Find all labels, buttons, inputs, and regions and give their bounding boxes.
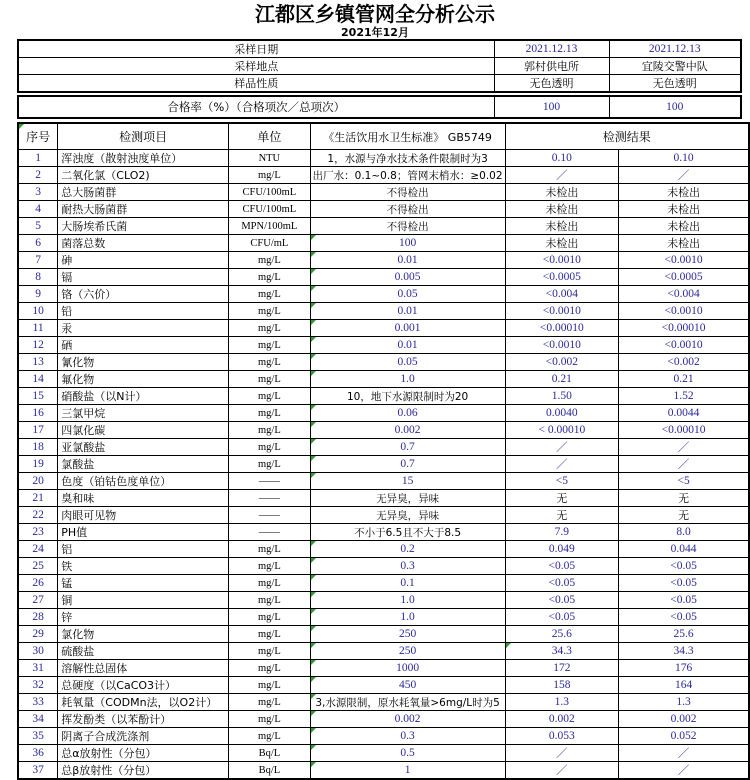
test-item: 镉 — [58, 269, 229, 286]
row-number: 4 — [18, 201, 58, 218]
result-value-2: ／ — [619, 167, 749, 184]
test-item: 锌 — [58, 609, 229, 626]
test-item: 大肠埃希氏菌 — [58, 218, 229, 235]
table-row — [18, 456, 749, 473]
unit-value: Bq/L — [229, 745, 311, 762]
row-number: 33 — [18, 694, 58, 711]
unit-value: mg/L — [229, 456, 311, 473]
table-row — [18, 507, 749, 524]
result-value-2: <0.004 — [619, 286, 749, 303]
row-number: 5 — [18, 218, 58, 235]
pass-rate-1: 100 — [494, 96, 609, 118]
row-number: 26 — [18, 575, 58, 592]
unit-value: mg/L — [229, 575, 311, 592]
result-value-2: <0.0010 — [619, 252, 749, 269]
result-value-1: 未检出 — [505, 218, 619, 235]
table-row — [18, 201, 749, 218]
table-row — [18, 728, 749, 745]
result-value-1: 0.10 — [505, 150, 619, 167]
test-item: 锰 — [58, 575, 229, 592]
table-row — [18, 286, 749, 303]
result-value-1: <0.05 — [505, 592, 619, 609]
test-item: 总α放射性（分包） — [58, 745, 229, 762]
row-number: 29 — [18, 626, 58, 643]
result-value-1: ／ — [505, 439, 619, 456]
result-value-1: ／ — [505, 762, 619, 780]
table-row — [18, 405, 749, 422]
test-item: 臭和味 — [58, 490, 229, 507]
result-value-2: 25.6 — [619, 626, 749, 643]
table-row — [18, 235, 749, 252]
result-value-1: 1.3 — [505, 694, 619, 711]
standard-value: 无异臭，异味 — [310, 490, 505, 507]
unit-value: —— — [229, 524, 311, 541]
unit-value: mg/L — [229, 269, 311, 286]
sample-info-table — [17, 39, 742, 93]
result-value-1: 无 — [505, 490, 619, 507]
test-item: 三氯甲烷 — [58, 405, 229, 422]
test-item: 砷 — [58, 252, 229, 269]
result-value-1: <0.05 — [505, 558, 619, 575]
table-row — [18, 320, 749, 337]
result-value-1: 0.0040 — [505, 405, 619, 422]
standard-value: 3,水源限制，原水耗氧量>6mg/L时为5 — [310, 694, 505, 711]
column-header-item: 检测项目 — [58, 123, 229, 150]
test-item: 总大肠菌群 — [58, 184, 229, 201]
row-number: 30 — [18, 643, 58, 660]
unit-value: mg/L — [229, 167, 311, 184]
table-row — [18, 558, 749, 575]
result-value-2: <0.00010 — [619, 422, 749, 439]
result-value-1: < 0.00010 — [505, 422, 619, 439]
standard-value: 1.0 — [310, 609, 505, 626]
standard-value: 15 — [310, 473, 505, 490]
result-value-2: 164 — [619, 677, 749, 694]
standard-value: 10，地下水源限制时为20 — [310, 388, 505, 405]
result-value-2: 0.21 — [619, 371, 749, 388]
result-value-2: 0.052 — [619, 728, 749, 745]
table-row — [18, 677, 749, 694]
standard-value: 0.2 — [310, 541, 505, 558]
result-value-2: ／ — [619, 456, 749, 473]
row-number: 20 — [18, 473, 58, 490]
row-number: 25 — [18, 558, 58, 575]
result-value-1: 158 — [505, 677, 619, 694]
row-number: 18 — [18, 439, 58, 456]
result-value-1: <0.05 — [505, 609, 619, 626]
result-value-2: 未检出 — [619, 235, 749, 252]
table-row — [18, 592, 749, 609]
test-item: 四氯化碳 — [58, 422, 229, 439]
results-table — [17, 122, 750, 780]
table-row — [18, 388, 749, 405]
unit-value: mg/L — [229, 609, 311, 626]
unit-value: mg/L — [229, 439, 311, 456]
result-value-1: <0.0010 — [505, 303, 619, 320]
standard-value: 1.0 — [310, 592, 505, 609]
result-value-2: <0.05 — [619, 575, 749, 592]
table-row — [18, 422, 749, 439]
test-item: 铅 — [58, 303, 229, 320]
standard-value: 1，水源与净水技术条件限制时为3 — [310, 150, 505, 167]
test-item: 铬（六价） — [58, 286, 229, 303]
standard-value: 250 — [310, 643, 505, 660]
test-item: 耗氧量（CODMn法，以O2计） — [58, 694, 229, 711]
test-item: 二氧化氯（CLO2) — [58, 167, 229, 184]
result-value-2: <0.0010 — [619, 303, 749, 320]
test-item: 氯酸盐 — [58, 456, 229, 473]
result-value-2: 未检出 — [619, 201, 749, 218]
row-number: 31 — [18, 660, 58, 677]
test-item: 总硬度（以CaCO3计） — [58, 677, 229, 694]
unit-value: mg/L — [229, 660, 311, 677]
unit-value: —— — [229, 490, 311, 507]
page-title: 江都区乡镇管网全分析公示 — [255, 2, 495, 26]
row-number: 28 — [18, 609, 58, 626]
unit-value: CFU/mL — [229, 235, 311, 252]
standard-value: 0.005 — [310, 269, 505, 286]
standard-value: 1.0 — [310, 371, 505, 388]
table-row — [18, 626, 749, 643]
result-value-1: <0.05 — [505, 575, 619, 592]
table-row — [18, 96, 741, 118]
test-item: PH值 — [58, 524, 229, 541]
standard-value: 1 — [310, 762, 505, 780]
result-value-1: 0.053 — [505, 728, 619, 745]
standard-value: 0.7 — [310, 456, 505, 473]
standard-value: 出厂水：0.1~0.8；管网末梢水：≥0.02 — [310, 167, 505, 184]
unit-value: mg/L — [229, 541, 311, 558]
table-header-row — [18, 123, 749, 150]
column-header-standard: 《生活饮用水卫生标准》 GB5749 — [310, 123, 505, 150]
result-value-1: <5 — [505, 473, 619, 490]
result-value-2: 0.0044 — [619, 405, 749, 422]
column-header-result: 检测结果 — [505, 123, 749, 150]
table-row — [18, 575, 749, 592]
unit-value: mg/L — [229, 337, 311, 354]
pass-rate-label: 合格率（%）（合格项次／总项次） — [18, 96, 494, 118]
row-number: 3 — [18, 184, 58, 201]
result-value-1: <0.002 — [505, 354, 619, 371]
unit-value: mg/L — [229, 626, 311, 643]
info-label-sampling-location: 采样地点 — [18, 58, 494, 75]
unit-value: NTU — [229, 150, 311, 167]
result-value-1: 172 — [505, 660, 619, 677]
standard-value: 不小于6.5且不大于8.5 — [310, 524, 505, 541]
row-number: 13 — [18, 354, 58, 371]
row-number: 8 — [18, 269, 58, 286]
test-item: 铝 — [58, 541, 229, 558]
result-value-1: 未检出 — [505, 235, 619, 252]
result-value-1: ／ — [505, 167, 619, 184]
test-item: 氯化物 — [58, 626, 229, 643]
result-value-1: <0.0010 — [505, 337, 619, 354]
result-value-1: 25.6 — [505, 626, 619, 643]
unit-value: mg/L — [229, 711, 311, 728]
test-item: 硝酸盐（以N计） — [58, 388, 229, 405]
unit-value: MPN/100mL — [229, 218, 311, 235]
result-value-2: 无 — [619, 490, 749, 507]
row-number: 14 — [18, 371, 58, 388]
standard-value: 0.1 — [310, 575, 505, 592]
result-value-2: <0.002 — [619, 354, 749, 371]
info-label-sampling-date: 采样日期 — [18, 40, 494, 58]
result-value-1: <0.00010 — [505, 320, 619, 337]
row-number: 24 — [18, 541, 58, 558]
standard-value: 0.001 — [310, 320, 505, 337]
table-row — [18, 439, 749, 456]
result-value-2: ／ — [619, 439, 749, 456]
table-row — [18, 40, 741, 58]
column-header-unit: 单位 — [229, 123, 311, 150]
unit-value: mg/L — [229, 303, 311, 320]
table-row — [18, 167, 749, 184]
unit-value: mg/L — [229, 592, 311, 609]
result-value-2: <0.05 — [619, 609, 749, 626]
result-value-1: 无 — [505, 507, 619, 524]
row-number: 36 — [18, 745, 58, 762]
result-value-1: ／ — [505, 456, 619, 473]
table-row — [18, 150, 749, 167]
row-number: 16 — [18, 405, 58, 422]
result-value-1: <0.0005 — [505, 269, 619, 286]
table-row — [18, 762, 749, 780]
result-value-2: <0.00010 — [619, 320, 749, 337]
table-row — [18, 184, 749, 201]
test-item: 硒 — [58, 337, 229, 354]
table-row — [18, 354, 749, 371]
test-item: 氰化物 — [58, 354, 229, 371]
unit-value: mg/L — [229, 354, 311, 371]
table-row — [18, 269, 749, 286]
test-item: 氟化物 — [58, 371, 229, 388]
standard-value: 0.002 — [310, 711, 505, 728]
test-item: 耐热大肠菌群 — [58, 201, 229, 218]
result-value-2: 无 — [619, 507, 749, 524]
row-number: 7 — [18, 252, 58, 269]
table-row — [18, 58, 741, 75]
row-number: 1 — [18, 150, 58, 167]
result-value-2: 未检出 — [619, 184, 749, 201]
table-row — [18, 75, 741, 93]
result-value-2: 1.52 — [619, 388, 749, 405]
table-row — [18, 303, 749, 320]
result-value-1: 0.002 — [505, 711, 619, 728]
result-value-1: <0.0010 — [505, 252, 619, 269]
unit-value: Bq/L — [229, 762, 311, 780]
unit-value: mg/L — [229, 643, 311, 660]
unit-value: CFU/100mL — [229, 184, 311, 201]
standard-value: 0.05 — [310, 286, 505, 303]
test-item: 汞 — [58, 320, 229, 337]
row-number: 37 — [18, 762, 58, 780]
result-value-2: <5 — [619, 473, 749, 490]
result-value-1: 7.9 — [505, 524, 619, 541]
row-number: 27 — [18, 592, 58, 609]
test-item: 铁 — [58, 558, 229, 575]
row-number: 19 — [18, 456, 58, 473]
standard-value: 0.01 — [310, 303, 505, 320]
result-value-2: ／ — [619, 762, 749, 780]
unit-value: mg/L — [229, 558, 311, 575]
result-value-2: ／ — [619, 745, 749, 762]
row-number: 35 — [18, 728, 58, 745]
table-row — [18, 711, 749, 728]
standard-value: 0.5 — [310, 745, 505, 762]
result-value-1: 未检出 — [505, 201, 619, 218]
standard-value: 0.7 — [310, 439, 505, 456]
test-item: 菌落总数 — [58, 235, 229, 252]
unit-value: mg/L — [229, 286, 311, 303]
result-value-1: <0.004 — [505, 286, 619, 303]
table-row — [18, 694, 749, 711]
unit-value: mg/L — [229, 388, 311, 405]
table-row — [18, 371, 749, 388]
standard-value: 0.06 — [310, 405, 505, 422]
standard-value: 0.002 — [310, 422, 505, 439]
table-row — [18, 218, 749, 235]
test-item: 铜 — [58, 592, 229, 609]
table-row — [18, 490, 749, 507]
table-row — [18, 541, 749, 558]
result-value-1: 0.21 — [505, 371, 619, 388]
table-row — [18, 252, 749, 269]
row-number: 21 — [18, 490, 58, 507]
table-row — [18, 643, 749, 660]
sampling-date-2: 2021.12.13 — [609, 40, 741, 58]
result-value-2: 0.10 — [619, 150, 749, 167]
sample-nature-1: 无色透明 — [494, 75, 609, 93]
unit-value: mg/L — [229, 320, 311, 337]
standard-value: 不得检出 — [310, 184, 505, 201]
unit-value: mg/L — [229, 422, 311, 439]
unit-value: mg/L — [229, 252, 311, 269]
sampling-location-2: 宜陵交警中队 — [609, 58, 741, 75]
row-number: 22 — [18, 507, 58, 524]
standard-value: 1000 — [310, 660, 505, 677]
test-item: 阴离子合成洗涤剂 — [58, 728, 229, 745]
test-item: 肉眼可见物 — [58, 507, 229, 524]
unit-value: —— — [229, 473, 311, 490]
results-table-body — [18, 150, 749, 780]
row-number: 15 — [18, 388, 58, 405]
result-value-2: <0.05 — [619, 558, 749, 575]
result-value-2: 1.3 — [619, 694, 749, 711]
result-value-1: ／ — [505, 745, 619, 762]
table-row — [18, 473, 749, 490]
row-number: 32 — [18, 677, 58, 694]
page-subtitle: 2021年12月 — [341, 26, 409, 39]
row-number: 10 — [18, 303, 58, 320]
result-value-1: 34.3 — [505, 643, 619, 660]
unit-value: CFU/100mL — [229, 201, 311, 218]
table-row — [18, 660, 749, 677]
column-header-no: 序号 — [18, 123, 58, 150]
standard-value: 不得检出 — [310, 218, 505, 235]
standard-value: 不得检出 — [310, 201, 505, 218]
unit-value: mg/L — [229, 677, 311, 694]
row-number: 23 — [18, 524, 58, 541]
result-value-2: 0.044 — [619, 541, 749, 558]
unit-value: mg/L — [229, 694, 311, 711]
info-label-sample-nature: 样品性质 — [18, 75, 494, 93]
test-item: 浑浊度（散射浊度单位） — [58, 150, 229, 167]
row-number: 6 — [18, 235, 58, 252]
row-number: 11 — [18, 320, 58, 337]
result-value-2: 176 — [619, 660, 749, 677]
result-value-1: 0.049 — [505, 541, 619, 558]
table-row — [18, 524, 749, 541]
result-value-2: <0.0010 — [619, 337, 749, 354]
table-row — [18, 745, 749, 762]
result-value-2: 0.002 — [619, 711, 749, 728]
row-number: 12 — [18, 337, 58, 354]
row-number: 34 — [18, 711, 58, 728]
unit-value: —— — [229, 507, 311, 524]
unit-value: mg/L — [229, 371, 311, 388]
test-item: 溶解性总固体 — [58, 660, 229, 677]
test-item: 总β放射性（分包） — [58, 762, 229, 780]
standard-value: 0.3 — [310, 558, 505, 575]
sample-nature-2: 无色透明 — [609, 75, 741, 93]
test-item: 挥发酚类（以苯酚计） — [58, 711, 229, 728]
unit-value: mg/L — [229, 405, 311, 422]
standard-value: 无异臭，异味 — [310, 507, 505, 524]
result-value-2: <0.05 — [619, 592, 749, 609]
test-item: 硫酸盐 — [58, 643, 229, 660]
row-number: 9 — [18, 286, 58, 303]
result-value-2: <0.0005 — [619, 269, 749, 286]
row-number: 17 — [18, 422, 58, 439]
table-row — [18, 337, 749, 354]
standard-value: 250 — [310, 626, 505, 643]
result-value-2: 未检出 — [619, 218, 749, 235]
standard-value: 100 — [310, 235, 505, 252]
sampling-date-1: 2021.12.13 — [494, 40, 609, 58]
test-item: 亚氯酸盐 — [58, 439, 229, 456]
pass-rate-table — [17, 95, 742, 119]
unit-value: mg/L — [229, 728, 311, 745]
pass-rate-2: 100 — [609, 96, 741, 118]
result-value-2: 34.3 — [619, 643, 749, 660]
table-row — [18, 609, 749, 626]
standard-value: 450 — [310, 677, 505, 694]
result-value-1: 未检出 — [505, 184, 619, 201]
result-value-2: 8.0 — [619, 524, 749, 541]
standard-value: 0.05 — [310, 354, 505, 371]
row-number: 2 — [18, 167, 58, 184]
result-value-1: 1.50 — [505, 388, 619, 405]
standard-value: 0.01 — [310, 337, 505, 354]
sampling-location-1: 郭村供电所 — [494, 58, 609, 75]
standard-value: 0.01 — [310, 252, 505, 269]
test-item: 色度（铂钴色度单位） — [58, 473, 229, 490]
standard-value: 0.3 — [310, 728, 505, 745]
